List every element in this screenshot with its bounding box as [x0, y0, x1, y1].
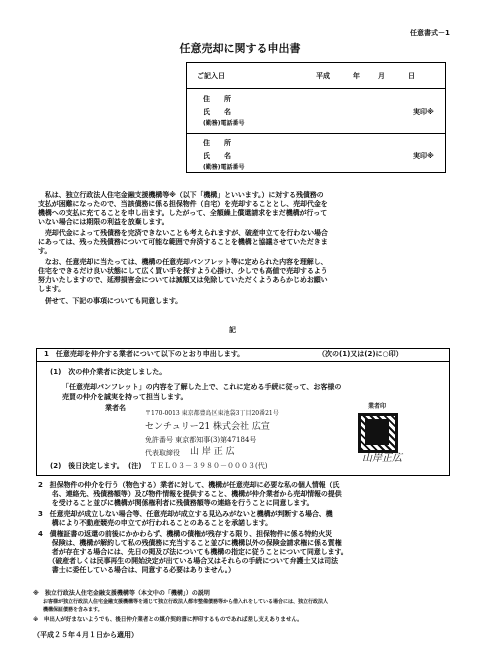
body-line: 売却代金によって残債務を完済できないことも考えられますが、破産申立てを行わない場合	[38, 229, 328, 237]
body-line: す。	[38, 247, 52, 255]
seal-label: 実印※	[413, 152, 434, 160]
item-line: （破産者しくは民事再生の開始決定が出ている場合又はそれらの手続について弁護士又は司法	[38, 557, 338, 565]
item-line: 保険は、機構が解約して私の残債務に充当すること並びに機構以外の保険金請求権に係る質権	[38, 539, 342, 547]
body-line: 努力いたしますので、延滞損害金については減額又は免除していただくようあらかじめお願い	[38, 276, 328, 284]
item1-choice: （次の(1)又は(2)に○印）	[318, 350, 403, 358]
footnote: 機構保証債務を含みます。	[33, 607, 103, 613]
body-line: 機構への支払に充てることを申し出ます。したがって、全額繰上償還請求をまだ機構が行って	[38, 209, 328, 217]
item-line: を受けること並びに機構が関係権利者に残債務額等の連絡を行うことに同意します。	[38, 499, 314, 507]
body-line: します。	[38, 285, 66, 293]
agent-address: 〒170-0013 東京都豊島区東池袋3丁目20番21号	[145, 410, 279, 417]
footnote: ※ 独立行政法人住宅金融支援機構等（本文中の「機構」）の説明	[33, 590, 210, 597]
agent-rep-label: 代表取締役	[145, 449, 180, 457]
item-line: 者が存在する場合には、先日の掲及び法についても機構の指定に従うことについて同意します。	[38, 548, 348, 556]
form-id: 任意書式－1	[410, 29, 450, 37]
phone-label: (勤務)電話番号	[203, 164, 245, 171]
seal-label: 実印※	[413, 108, 434, 116]
entry-date-label: ご記入日	[197, 72, 225, 80]
month-label: 月	[378, 72, 385, 80]
seal-label: 業者印	[368, 403, 387, 410]
item-line: 2 担保物件の仲介を行う（物色する）業者に対して、機構が任意売却に必要な私の個人情報（氏	[38, 481, 340, 489]
agent-company: センチュリー21 株式会社 広宣	[145, 422, 270, 432]
body-line: 併せて、下記の事項についても同意します。	[38, 297, 183, 305]
agent-tel: ＴＥＬ０３－３９８０－０００３(代)	[150, 462, 268, 470]
agent-license: 免許番号 東京都知事(3)第47184号	[145, 436, 257, 444]
phone-label: (勤務)電話番号	[203, 120, 245, 127]
item-line: 3 任意売却が成立しない場合等、任意売却が成立する見込みがないと機構が判断する場合、機	[38, 510, 333, 518]
ki-heading: 記	[229, 326, 236, 334]
pamphlet-line-2: 売買の仲介を誠実を持って担当します。	[62, 393, 188, 401]
year-label: 年	[353, 72, 360, 80]
item-line: 書士に委任している場合は、同意する必要はありません。）	[38, 566, 236, 574]
page-title: 任意売却に関する申出書	[179, 42, 301, 55]
name-label: 氏 名	[203, 152, 231, 160]
body-line: にあっては、残った残債務について可能な範囲で弁済することを機構と協議させていただきま	[38, 238, 328, 246]
footnote: ※ 申出人が好まないようでも、後日仲介業者との媒介契約書に押印するものであれば差し支えありません。	[33, 617, 303, 623]
signature: 山岸正広	[362, 453, 402, 464]
era-label: 平成	[316, 72, 330, 80]
option-2: (2) 後日決定します。	[50, 462, 124, 470]
body-line: 私は、独立行政法人住宅金融支援機構等※（以下「機構」といいます。）に対する残債務の	[38, 191, 324, 199]
address-label: 住 所	[203, 95, 231, 103]
option-2-note: (注)	[128, 462, 142, 470]
pamphlet-line: 「任意売却パンフレット」の内容を了解した上で、これに定める手続に従って、お客様の	[62, 383, 342, 391]
body-line: 支払が困難になったので、当該債務に係る担保物件（自宅）を売却することとし、売却代金を	[38, 200, 328, 208]
footnote: お客様が独立行政法人住宅金融支援機構等を通じて独立行政法人都市整備債務等から借入れをしている場合には、独立行政法人	[33, 599, 329, 605]
agent-rep-name: 山 岸 正 広	[190, 447, 235, 457]
item-line: 4 債権証書の返還の前後にかかわらず、機構の債権が残存する限り、担保物件に係る特約火災	[38, 530, 333, 538]
item-line: 構により不動産競売の申立てが行われることのあることを承諾します。	[38, 519, 273, 527]
item-line: 名、連絡先、残債務額等）及び物件情報を提供すること、機構が仲介業者から売却情報の提供	[38, 490, 342, 498]
address-label: 住 所	[203, 139, 231, 147]
body-line: なお、任意売却に当たっては、機構の任意売却パンフレット等に定められた内容を理解し、	[38, 258, 328, 266]
body-line: 住宅をできるだけ良い状態にして広く買い手を探すよう心掛け、少しでも高値で売却するよう	[38, 267, 328, 275]
day-label: 日	[408, 72, 415, 80]
effective-date: （平成２５年４月１日から適用）	[33, 631, 138, 639]
body-line: いない場合には期限の利益を放棄します。	[38, 218, 169, 226]
option-1: (1) 次の仲介業者に決定しました。	[50, 368, 167, 376]
item1-text: 1 任意売却を仲介する業者について以下のとおり申出します。	[44, 350, 245, 358]
name-label: 氏 名	[203, 108, 231, 116]
agent-label: 業者名	[105, 404, 126, 412]
